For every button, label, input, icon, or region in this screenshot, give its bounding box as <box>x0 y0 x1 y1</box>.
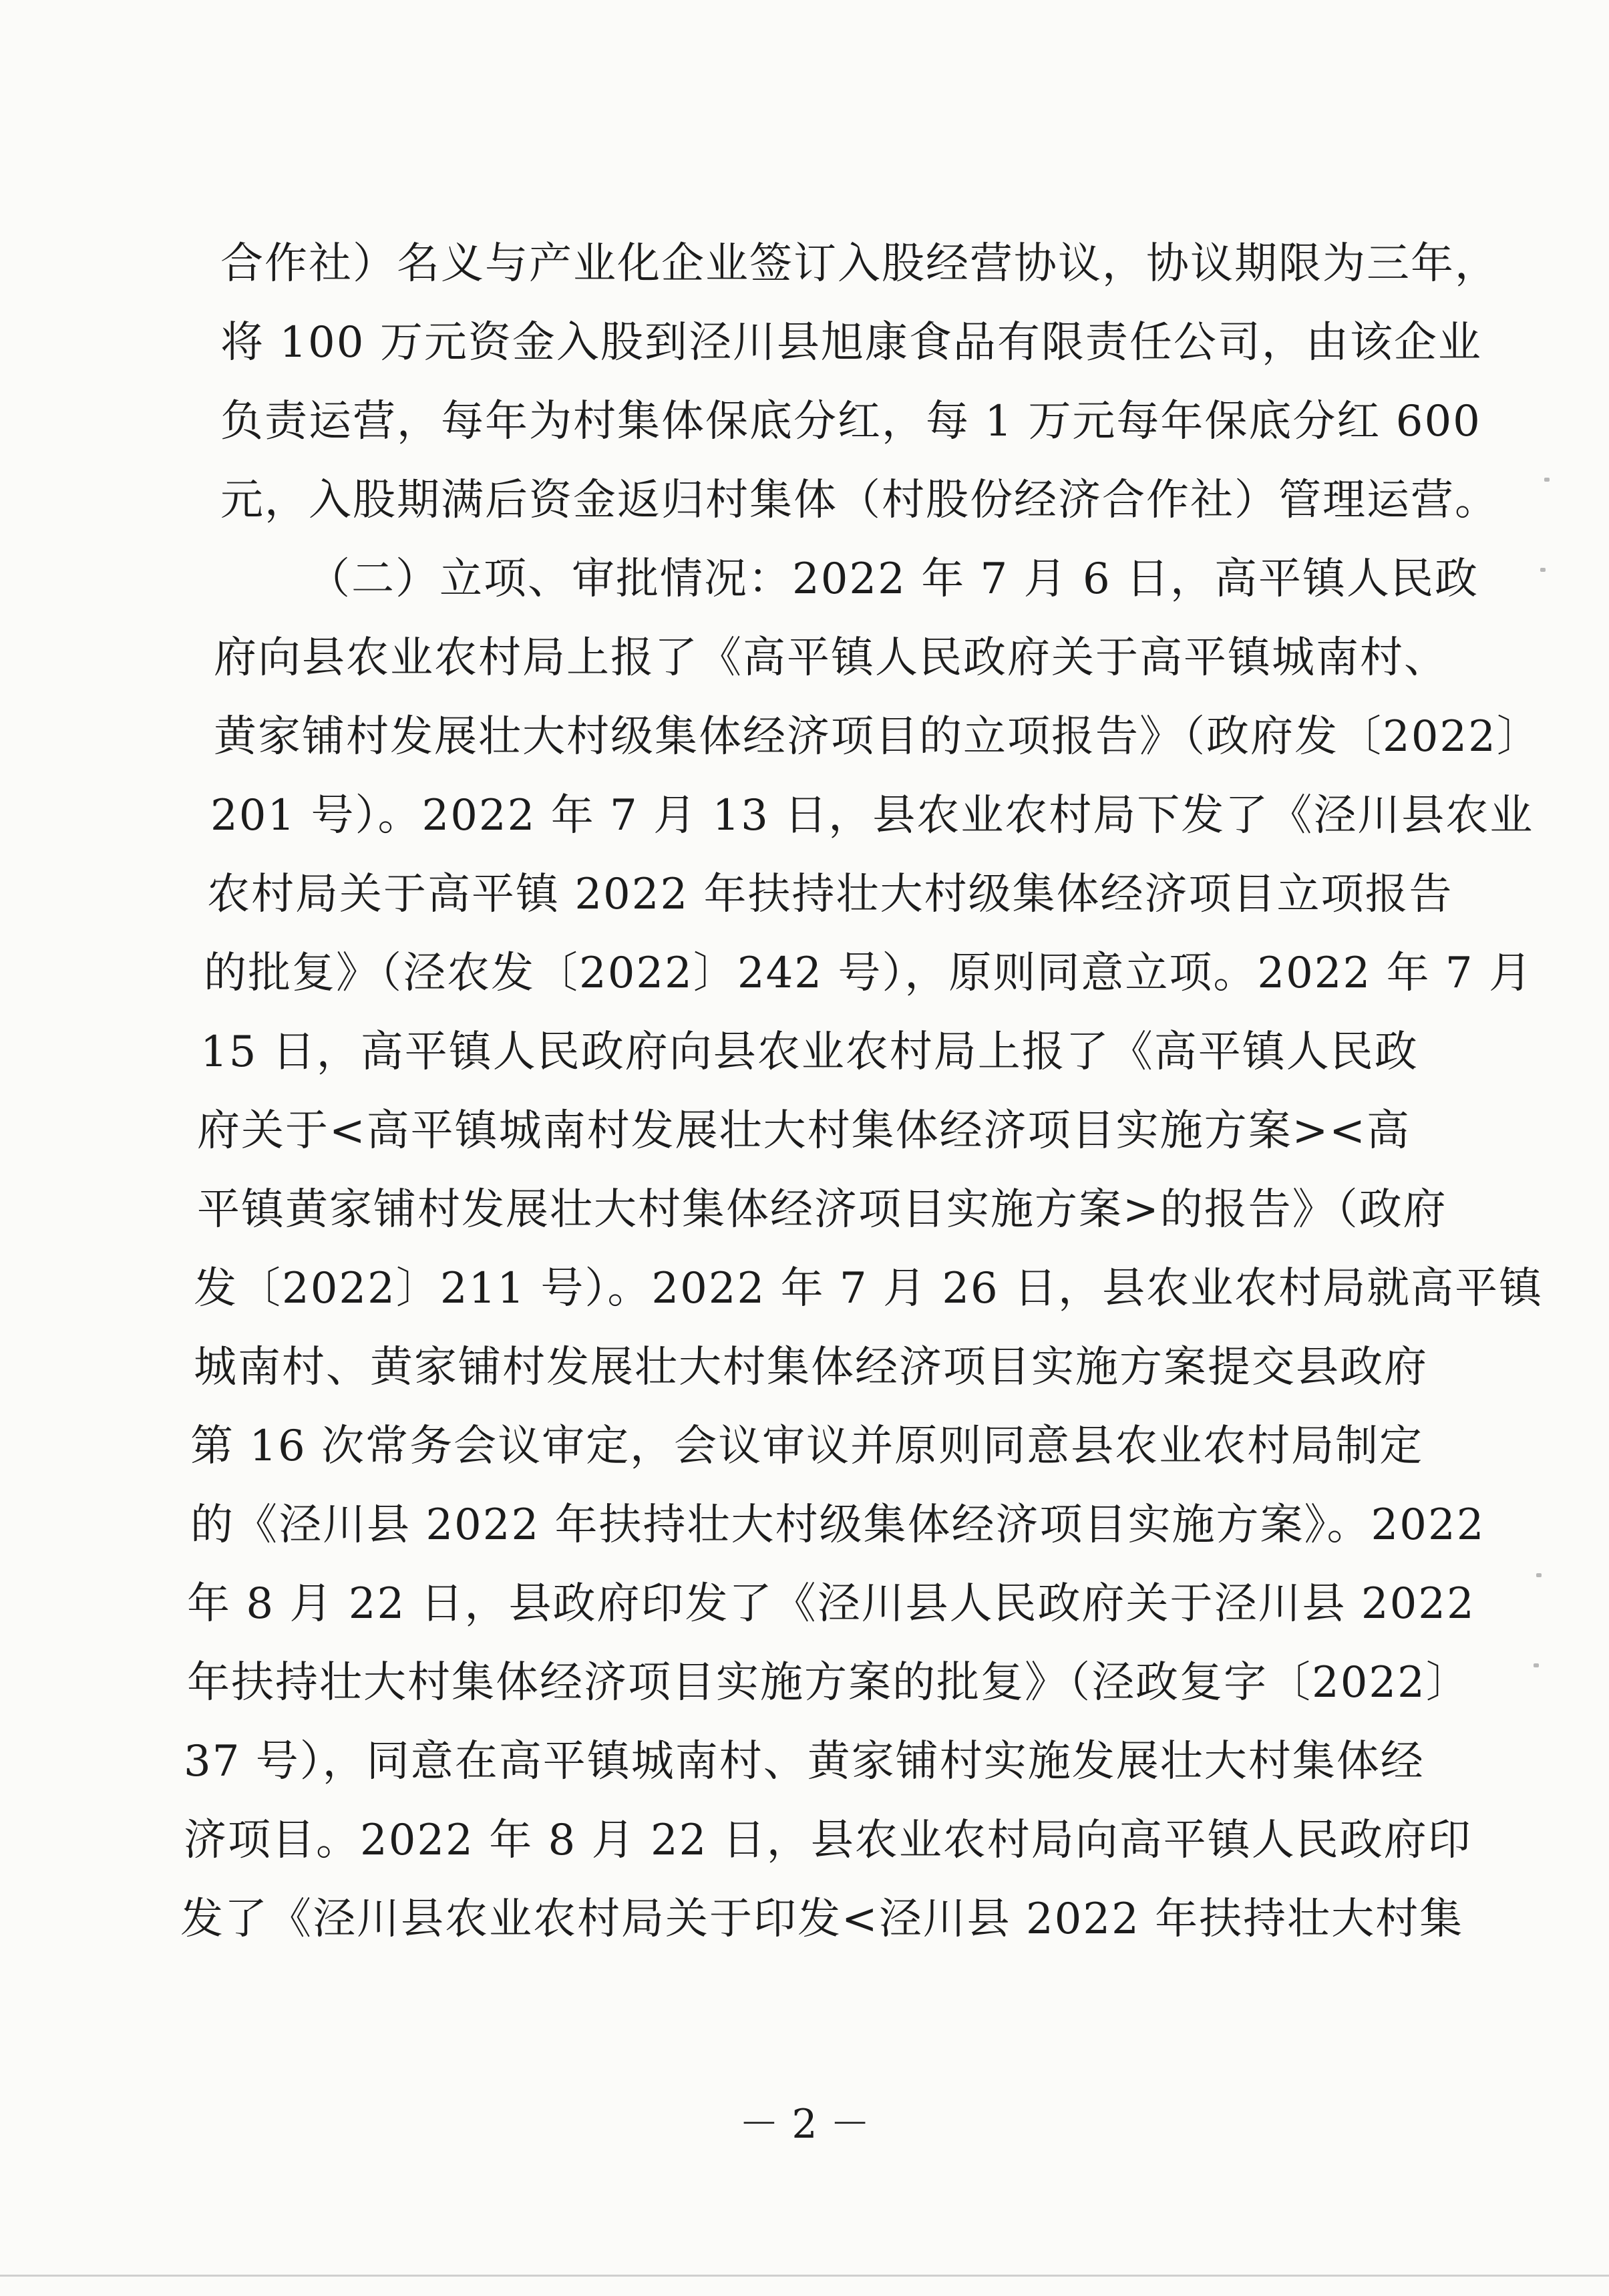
text-line-16: 第 16 次常务会议审定，会议审议并原则同意县农业农村局制定 <box>190 1422 1424 1471</box>
scan-bottom-edge <box>0 2275 1609 2277</box>
text-line-4: 元，入股期满后资金返归村集体（村股份经济合作社）管理运营。 <box>220 476 1499 525</box>
text-line-7: 黄家铺村发展壮大村级集体经济项目的立项报告》（政府发〔2022〕 <box>214 712 1541 762</box>
scan-speck <box>1540 568 1546 572</box>
text-line-18: 年 8 月 22 日，县政府印发了《泾川县人民政府关于泾川县 2022 <box>187 1579 1475 1629</box>
text-line-6: 府向县农业农村局上报了《高平镇人民政府关于高平镇城南村、 <box>214 633 1448 683</box>
text-line-20: 37 号），同意在高平镇城南村、黄家铺村实施发展壮大村集体经 <box>184 1737 1425 1786</box>
text-line-11: 15 日，高平镇人民政府向县农业农村局上报了《高平镇人民政 <box>200 1027 1419 1077</box>
text-line-12: 府关于<高平镇城南村发展壮大村集体经济项目实施方案><高 <box>197 1106 1411 1156</box>
text-line-5: （二）立项、审批情况：2022 年 7 月 6 日，高平镇人民政 <box>307 554 1479 604</box>
text-line-13: 平镇黄家铺村发展壮大村集体经济项目实施方案>的报告》（政府 <box>197 1185 1447 1235</box>
text-line-19: 年扶持壮大村集体经济项目实施方案的批复》（泾政复字〔2022〕 <box>187 1658 1470 1707</box>
text-line-2: 将 100 万元资金入股到泾川县旭康食品有限责任公司，由该企业 <box>220 318 1482 367</box>
text-line-3: 负责运营，每年为村集体保底分红，每 1 万元每年保底分红 600 <box>220 397 1481 446</box>
text-line-8: 201 号）。2022 年 7 月 13 日，县农业农村局下发了《泾川县农业 <box>210 791 1534 840</box>
text-line-10: 的批复》（泾农发〔2022〕242 号），原则同意立项。2022 年 7 月 <box>204 949 1533 998</box>
text-line-9: 农村局关于高平镇 2022 年扶持壮大村级集体经济项目立项报告 <box>207 870 1453 919</box>
scan-speck <box>1534 1663 1539 1667</box>
page-number: － 2 － <box>739 2101 870 2148</box>
text-line-14: 发〔2022〕211 号）。2022 年 7 月 26 日，县农业农村局就高平镇 <box>194 1264 1544 1313</box>
scan-speck <box>1536 1573 1542 1577</box>
scan-speck <box>1544 478 1550 482</box>
text-line-15: 城南村、黄家铺村发展壮大村集体经济项目实施方案提交县政府 <box>194 1343 1428 1392</box>
text-line-22: 发了《泾川县农业农村局关于印发<泾川县 2022 年扶持壮大村集 <box>180 1895 1464 1944</box>
text-line-17: 的《泾川县 2022 年扶持壮大村级集体经济项目实施方案》。2022 <box>190 1500 1485 1550</box>
text-line-21: 济项目。2022 年 8 月 22 日，县农业农村局向高平镇人民政府印 <box>184 1816 1472 1865</box>
text-line-1: 合作社）名义与产业化企业签订入股经营协议，协议期限为三年， <box>220 239 1499 289</box>
